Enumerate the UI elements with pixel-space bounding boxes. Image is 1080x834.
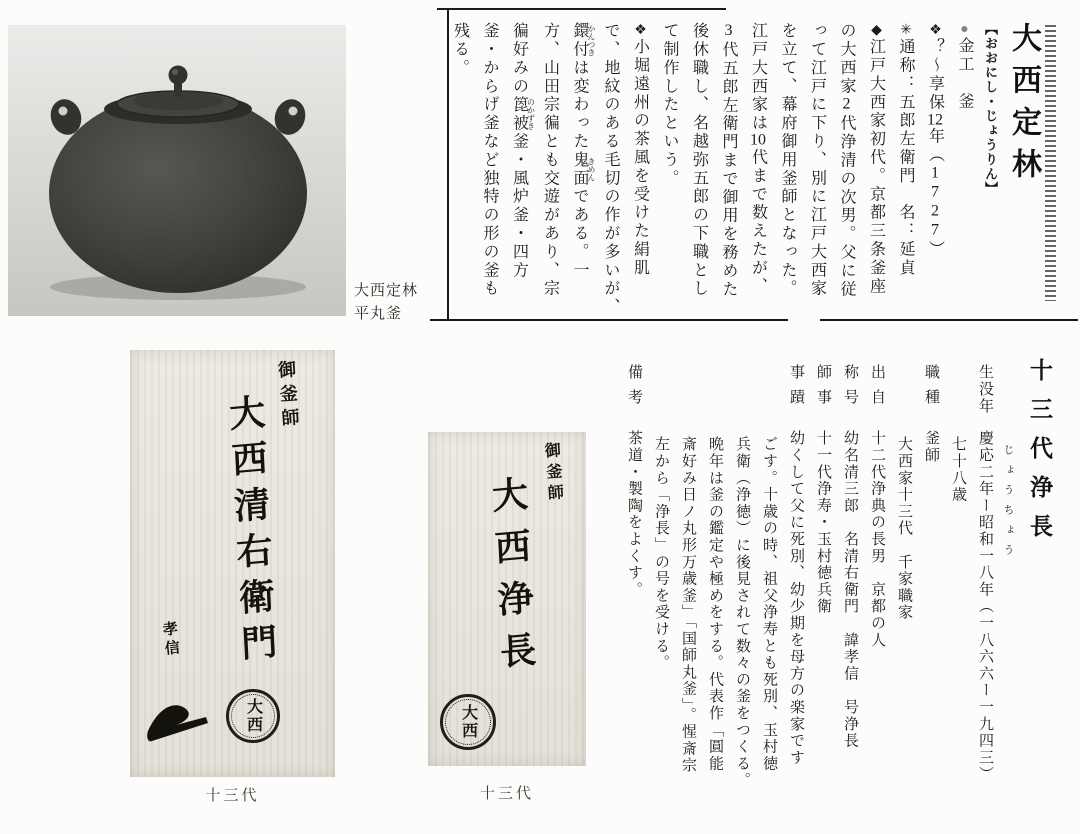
entry-article <box>453 22 1045 320</box>
text-segment: 七十八歳 <box>950 436 966 504</box>
text-column <box>714 22 744 320</box>
text-segment: 生没年 <box>977 364 993 415</box>
calligraphy-box-left <box>130 350 335 777</box>
text-column <box>625 22 655 320</box>
box-left-name: 大西清右衛門 <box>223 392 279 672</box>
bio-heading: 十三代浄長 <box>1027 358 1053 553</box>
text-segment: 代五郎左衛門まで御用を務めた <box>720 41 737 299</box>
text-column <box>743 22 773 320</box>
text-segment: 1727 <box>926 164 944 241</box>
box-right-header: 御釜師 <box>541 441 564 506</box>
text-column <box>917 358 944 834</box>
text-segment: 代浄清の次男。父に従 <box>838 114 855 299</box>
text-segment: 師事 <box>815 364 831 414</box>
text-column <box>535 22 565 320</box>
photo-caption-line1: 大西定林 <box>354 283 419 299</box>
text-segment: 釜師 <box>923 430 939 464</box>
entry-title: 大西定林 <box>1007 22 1040 190</box>
box-left-header: 御釜師 <box>275 359 301 433</box>
ruby-annotated-text: 箆被 のかずき <box>510 95 536 133</box>
text-segment: は変わった <box>571 58 588 151</box>
text-segment: ◆ <box>868 22 884 38</box>
text-segment: 方、山田宗徧とも交遊があり、宗 <box>541 22 559 298</box>
text-column <box>971 358 998 834</box>
text-segment: である。一 <box>571 187 588 280</box>
text-column <box>445 22 475 320</box>
round-seal-icon <box>226 689 280 743</box>
text-segment: 幼名清三郎 名清右衛門 諱孝信 号浄長 <box>842 430 858 750</box>
text-column <box>944 358 971 834</box>
text-segment: 幼くして父に死別、幼少期を母方の楽家です <box>788 430 804 766</box>
text-column <box>773 22 803 320</box>
text-segment: 10 <box>750 132 766 149</box>
text-segment: ？〜享保 <box>926 38 944 112</box>
text-segment: 大西家十三代 千家職家 <box>896 436 912 621</box>
text-segment: 称号 <box>842 364 858 414</box>
top-rule <box>437 8 726 10</box>
text-column <box>809 358 836 834</box>
photo-caption-line2: 平丸釜 <box>354 306 403 322</box>
text-segment: ❖ <box>927 22 943 38</box>
seal-text: 大西 <box>244 698 262 734</box>
hatch-border-bar <box>1045 25 1056 301</box>
text-segment: 事蹟 <box>788 364 804 414</box>
text-column <box>863 358 890 834</box>
text-column <box>950 22 980 320</box>
text-segment: を立て、幕府御用釜師となった。 <box>779 22 796 298</box>
text-segment: ） <box>926 240 944 259</box>
text-segment: 年（ <box>926 127 944 165</box>
text-segment: 2 <box>838 95 855 115</box>
text-segment: で、地紋のある毛切の作が多いが、 <box>602 22 619 317</box>
text-segment: 左から「浄長」の号を受ける。 <box>653 436 669 672</box>
text-segment: 代まで数えたが、 <box>749 148 767 296</box>
text-segment: 斎好み日ノ丸形万歳釜」「国師丸釜」。惺斎宗 <box>680 436 696 774</box>
text-column <box>620 358 647 834</box>
text-segment: 金工 釜 <box>956 37 973 111</box>
text-segment: 小堀遠州の茶風を受けた絹肌 <box>631 38 649 278</box>
text-column <box>920 22 950 320</box>
seal-text: 大西 <box>459 704 477 740</box>
ruby-annotated-text: 鬼面 きめん <box>571 150 596 188</box>
round-seal-icon <box>440 694 496 750</box>
box-left-signature: 孝信 <box>160 620 180 660</box>
text-column <box>475 22 505 320</box>
text-column <box>836 358 863 834</box>
text-segment: 釜・からげ釜など独特の形の釜も <box>481 22 498 298</box>
text-column <box>832 22 862 320</box>
text-segment: て制作したという。 <box>661 22 678 188</box>
text-column <box>647 358 674 834</box>
text-segment: 茶道・製陶をよくす。 <box>626 430 642 598</box>
text-segment: 通称：五郎左衛門 名：延貞 <box>897 38 914 278</box>
text-segment: って江戸に下り、別に江戸大西家 <box>808 22 826 298</box>
bio-heading-reading: じょうちょう <box>1002 444 1014 564</box>
biography-section <box>598 358 1062 834</box>
text-segment: 後休職し、名越弥五郎の下職とし <box>690 22 708 298</box>
calligraphy-box-right <box>428 432 586 766</box>
text-column <box>755 358 782 834</box>
text-column <box>674 358 701 834</box>
text-column <box>802 22 832 320</box>
text-segment: 慶応二年ー昭和一八年（一八六六ー一九四三） <box>977 430 993 783</box>
text-segment: 晩年は釜の鑑定や極めをする。代表作「圓能 <box>707 436 723 772</box>
ruby-annotated-text: 鐶付 かんつき <box>571 22 596 59</box>
text-column <box>890 358 917 834</box>
text-segment: 徧好みの <box>510 22 528 96</box>
text-column <box>684 22 714 320</box>
box-right-name: 大西浄長 <box>486 474 538 686</box>
text-segment: ❖ <box>632 22 648 38</box>
text-segment: 出自 <box>869 364 885 414</box>
text-segment: 兵衛（浄徳）に後見されて数々の釜をつくる。 <box>734 436 750 789</box>
kettle-illustration <box>8 25 346 316</box>
text-column <box>861 22 891 320</box>
text-segment: ● <box>957 22 972 37</box>
text-segment: 十一代浄寿・玉村徳兵衛 <box>815 430 831 615</box>
box-right-caption: 十三代 <box>479 786 534 802</box>
text-segment: 十二代浄典の長男 京都の人 <box>869 430 885 649</box>
text-column <box>782 358 809 834</box>
text-column <box>701 358 728 834</box>
text-segment: 職種 <box>923 364 939 414</box>
text-segment: ✳ <box>898 22 913 38</box>
text-column <box>596 22 626 320</box>
text-segment: 備考 <box>626 364 642 414</box>
text-column <box>565 22 596 320</box>
kettle-photo <box>8 25 346 316</box>
text-segment: 12 <box>927 111 943 128</box>
text-segment: の大西家 <box>838 22 855 96</box>
text-segment: ごす。十歳の時、祖父浄寿とも死別、玉村徳 <box>761 436 777 772</box>
text-column <box>504 22 535 320</box>
text-column <box>891 22 921 320</box>
box-left-caption: 十三代 <box>205 788 260 804</box>
entry-title-reading: 【おおにし・じょうりん】 <box>983 22 998 196</box>
text-segment: 江戸大西家は <box>749 22 767 133</box>
text-segment: 釜・風炉釜・四方 <box>510 132 528 280</box>
text-segment: 残る。 <box>451 22 469 78</box>
kao-monogram-icon <box>142 695 214 747</box>
text-segment: 江戸大西家初代。京都三条釜座 <box>867 38 885 296</box>
text-column <box>655 22 685 320</box>
text-segment: 3 <box>720 22 737 41</box>
text-column <box>728 358 755 834</box>
photo-caption <box>354 280 418 326</box>
